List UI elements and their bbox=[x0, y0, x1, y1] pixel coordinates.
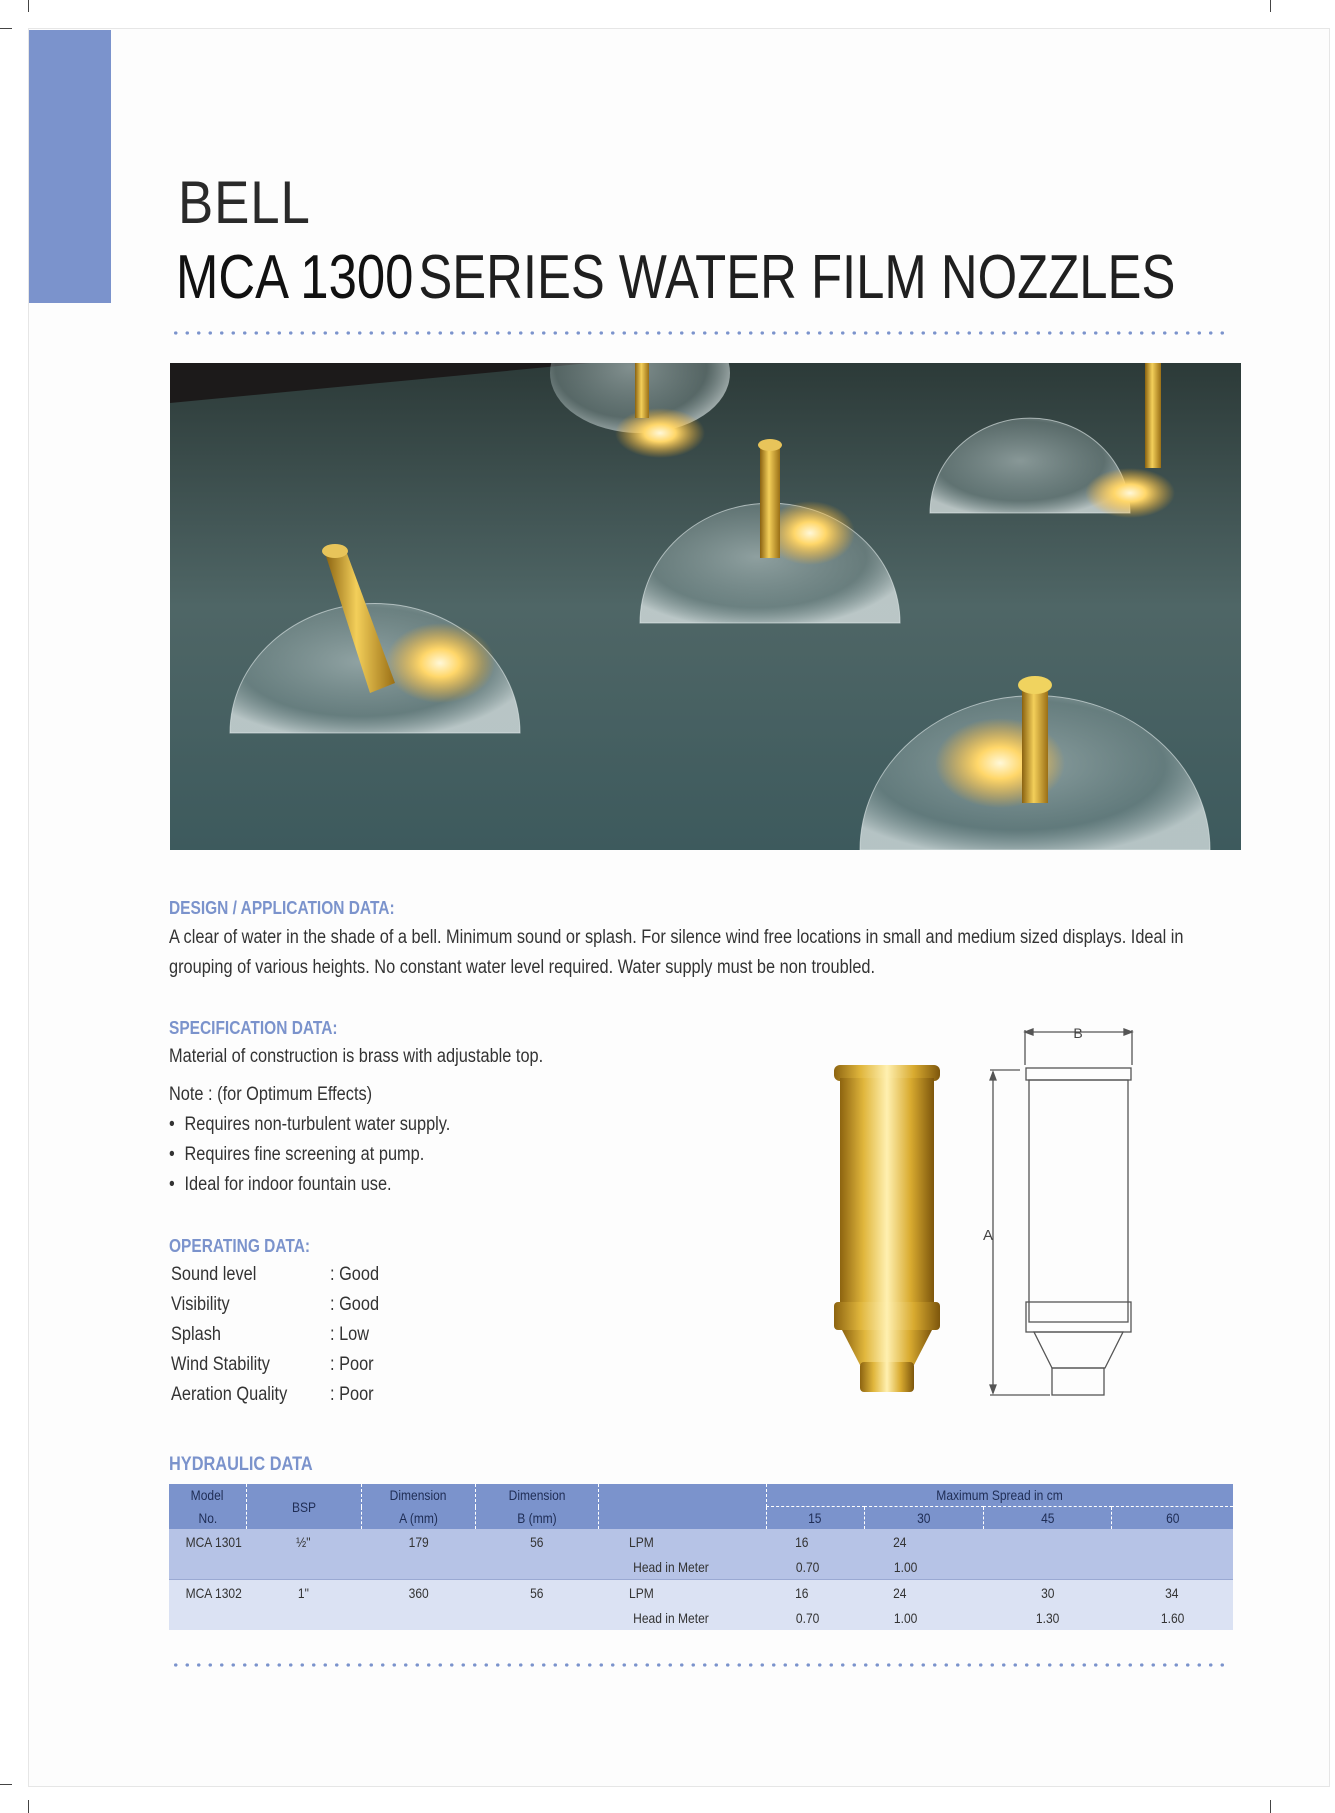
cell-head-label: Head in Meter bbox=[599, 1554, 767, 1580]
crop-mark bbox=[0, 1784, 12, 1785]
col-header-dim-a-unit: A (mm) bbox=[361, 1507, 476, 1530]
cell-value bbox=[984, 1554, 1112, 1580]
cell-empty bbox=[476, 1605, 599, 1630]
product-photo bbox=[170, 363, 1241, 850]
cell-value bbox=[984, 1529, 1112, 1554]
cell-empty bbox=[246, 1605, 361, 1630]
series-title: SERIES WATER FILM NOZZLES bbox=[418, 243, 1176, 312]
cell-dim-b: 56 bbox=[476, 1580, 599, 1606]
cell-value: 24 bbox=[864, 1529, 984, 1554]
cell-value: 1.00 bbox=[864, 1554, 984, 1580]
col-header-60: 60 bbox=[1111, 1507, 1233, 1530]
col-header-blank bbox=[599, 1484, 767, 1529]
cell-bsp: ½" bbox=[246, 1529, 361, 1554]
brass-nozzle-image bbox=[834, 1065, 940, 1392]
cell-value: 30 bbox=[984, 1580, 1112, 1606]
cell-lpm-label: LPM bbox=[599, 1529, 767, 1554]
col-header-bsp: BSP bbox=[246, 1484, 361, 1529]
cell-head-label: Head in Meter bbox=[599, 1605, 767, 1630]
cell-value: 34 bbox=[1111, 1580, 1233, 1606]
col-header-dim-b-unit: B (mm) bbox=[476, 1507, 599, 1530]
crop-mark bbox=[1270, 1800, 1271, 1813]
page-title-line2 bbox=[176, 242, 1175, 313]
cell-empty bbox=[361, 1554, 476, 1580]
dimension-label-a: A bbox=[982, 1227, 994, 1244]
design-text bbox=[169, 923, 1249, 983]
cell-empty bbox=[361, 1605, 476, 1630]
cell-value: 1.00 bbox=[864, 1605, 984, 1630]
cell-empty bbox=[169, 1605, 246, 1630]
dotted-divider bbox=[170, 331, 1225, 335]
table-row bbox=[169, 1554, 1233, 1580]
operating-row: Aeration Quality : Poor bbox=[171, 1384, 374, 1405]
operating-row: Wind Stability : Poor bbox=[171, 1354, 374, 1375]
col-header-45: 45 bbox=[984, 1507, 1112, 1530]
dotted-divider bbox=[170, 1663, 1225, 1667]
cell-empty bbox=[169, 1554, 246, 1580]
spec-bullet: • Requires non-turbulent water supply. bbox=[169, 1114, 451, 1135]
crop-mark bbox=[28, 1800, 29, 1813]
operating-heading: OPERATING DATA: bbox=[169, 1236, 311, 1256]
hydraulic-heading: HYDRAULIC DATA bbox=[169, 1454, 313, 1475]
model-series: MCA 1300 bbox=[176, 243, 414, 312]
accent-tab bbox=[29, 30, 111, 303]
cell-value: 16 bbox=[766, 1580, 864, 1606]
crop-mark bbox=[0, 28, 12, 29]
crop-mark bbox=[1270, 0, 1271, 12]
table-row bbox=[169, 1529, 1233, 1554]
technical-drawing bbox=[990, 1029, 1132, 1395]
cell-value bbox=[1111, 1529, 1233, 1554]
cell-empty bbox=[476, 1554, 599, 1580]
cell-value: 1.30 bbox=[984, 1605, 1112, 1630]
col-header-30: 30 bbox=[864, 1507, 984, 1530]
cell-value: 0.70 bbox=[766, 1605, 864, 1630]
dimension-label-b: B bbox=[1073, 1025, 1083, 1041]
table-row bbox=[169, 1580, 1233, 1606]
cell-model: MCA 1301 bbox=[169, 1529, 246, 1554]
design-paragraph: A clear of water in the shade of a bell. Minimum sound or splash. For silence wind free locations in small and medium sized displays. Ideal in grouping of various heights. No constant water level required. Water supply must be non troubled. bbox=[169, 927, 1184, 978]
col-header-dim-b: Dimension bbox=[476, 1484, 599, 1507]
cell-value: 0.70 bbox=[766, 1554, 864, 1580]
material-text: Material of construction is brass with adjustable top. bbox=[169, 1046, 544, 1067]
cell-dim-a: 179 bbox=[361, 1529, 476, 1554]
nozzle-diagram bbox=[820, 1020, 1140, 1420]
operating-row: Visibility : Good bbox=[171, 1294, 380, 1315]
cell-model: MCA 1302 bbox=[169, 1580, 246, 1606]
col-header-model-no: No. bbox=[169, 1507, 246, 1530]
col-header-model: Model bbox=[169, 1484, 246, 1507]
hydraulic-table bbox=[169, 1484, 1233, 1630]
cell-value bbox=[1111, 1554, 1233, 1580]
operating-row: Splash : Low bbox=[171, 1324, 370, 1345]
col-header-dim-a: Dimension bbox=[361, 1484, 476, 1507]
spec-bullet: • Ideal for indoor fountain use. bbox=[169, 1174, 392, 1195]
cell-dim-b: 56 bbox=[476, 1529, 599, 1554]
spec-bullet: • Requires fine screening at pump. bbox=[169, 1144, 425, 1165]
col-header-15: 15 bbox=[766, 1507, 864, 1530]
cell-bsp: 1" bbox=[246, 1580, 361, 1606]
design-heading: DESIGN / APPLICATION DATA: bbox=[169, 898, 395, 918]
table-row bbox=[169, 1605, 1233, 1630]
page-title-line1: BELL bbox=[178, 169, 311, 236]
specification-heading: SPECIFICATION DATA: bbox=[169, 1018, 338, 1038]
cell-value: 1.60 bbox=[1111, 1605, 1233, 1630]
cell-value: 16 bbox=[766, 1529, 864, 1554]
cell-dim-a: 360 bbox=[361, 1580, 476, 1606]
cell-empty bbox=[246, 1554, 361, 1580]
crop-mark bbox=[28, 0, 29, 12]
operating-row: Sound level : Good bbox=[171, 1264, 380, 1285]
note-text: Note : (for Optimum Effects) bbox=[169, 1084, 373, 1105]
col-header-spread: Maximum Spread in cm bbox=[766, 1484, 1233, 1507]
cell-lpm-label: LPM bbox=[599, 1580, 767, 1606]
cell-value: 24 bbox=[864, 1580, 984, 1606]
